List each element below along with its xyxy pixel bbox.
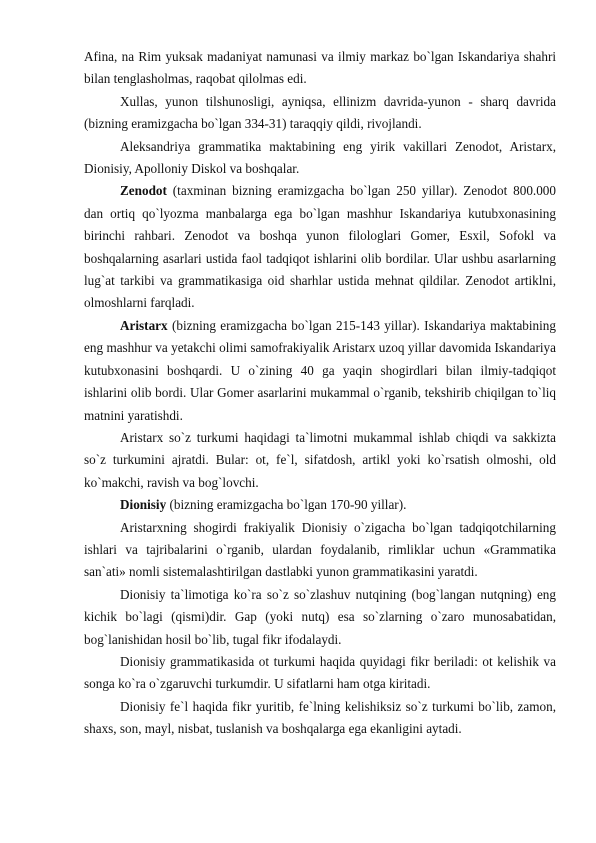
paragraph-dionisiy-text: (bizning eramizgacha bo`lgan 170-90 yillar). — [166, 497, 407, 513]
paragraph-10 — [84, 651, 556, 696]
paragraph-11 — [84, 696, 556, 741]
term-dionisiy: Dionisiy — [120, 497, 167, 513]
paragraph-aristarx-text: (bizning eramizgacha bo`lgan 215-143 yillar). Iskandariya maktabining eng mashhur va yetakchi olimi samofrakiyalik Aristarx uzoq yillar davomida Iskandariya kutubxonasini boshqardi. U o`zining 40 ga yaqin shogirdlari bilan ilmiy-tadqiqot ishlarini olib bordi. Ular Gomer asarlarini mukammal o`rganib, tekshirib chiqilgan to`liq matnini yaratishdi. — [84, 317, 556, 423]
paragraph-8 — [84, 517, 556, 584]
paragraph-6-text: Aristarx so`z turkumi haqidagi ta`limotni mukammal ishlab chiqdi va sakkizta so`z turkumini ajratdi. Bular: ot, fe`l, sifatdosh, artikl yoki ko`rsatish olmoshi, old ko`makchi, ravish va bog`lovchi. — [84, 429, 556, 490]
paragraph-3-text: Aleksandriya grammatika maktabining eng yirik vakillari Zenodot, Aristarx, Dionisiy, Apolloniy Diskol va boshqalar. — [84, 138, 556, 177]
term-aristarx: Aristarx — [120, 317, 168, 333]
document-page — [84, 46, 556, 741]
paragraph-zenodot — [84, 180, 556, 314]
paragraph-zenodot-text: (taxminan bizning eramizgacha bo`lgan 250 yillar). Zenodot 800.000 dan ortiq qo`lyozma manbalarga ega bo`lgan mashhur Iskandariya kutubxonasining birinchi rahbari. Zenodot va boshqa yunon filologlari Gomer, Esxil, Sofokl va boshqalarning asarlari ustida faol tadqiqot ishlarini olib bordilar. Ular ushbu asarlarning lug`at tarkibi va grammatikasiga oid sharhlar ustida mehnat qildilar. Zenodot artiklni, olmoshlarni farqladi. — [84, 183, 556, 311]
paragraph-aristarx — [84, 315, 556, 427]
paragraph-2-text: Xullas, yunon tilshunosligi, ayniqsa, ellinizm davrida-yunon - sharq davrida (bizning eramizgacha bo`lgan 334-31) taraqqiy qildi, rivojlandi. — [84, 93, 556, 132]
paragraph-2 — [84, 91, 556, 136]
paragraph-3 — [84, 136, 556, 181]
paragraph-9 — [84, 584, 556, 651]
paragraph-8-text: Aristarxning shogirdi frakiyalik Dionisiy o`zigacha bo`lgan tadqiqotchilarning ishlari va tajribalarini o`rganib, ulardan foydalanib, rimliklar uchun «Grammatika san`ati» nomli sistemalashtirilgan dastlabki yunon grammatikasini yaratdi. — [84, 519, 556, 580]
paragraph-10-text: Dionisiy grammatikasida ot turkumi haqida quyidagi fikr beriladi: ot kelishik va songa ko`ra o`zgaruvchi turkumdir. U sifatlarni ham otga kiritadi. — [84, 653, 556, 692]
paragraph-1 — [84, 46, 556, 91]
term-zenodot: Zenodot — [120, 183, 167, 199]
paragraph-6 — [84, 427, 556, 494]
paragraph-dionisiy — [84, 494, 556, 516]
paragraph-9-text: Dionisiy ta`limotiga ko`ra so`z so`zlashuv nutqining (bog`langan nutqning) eng kichik bo`lagi (qismi)dir. Gap (yoki nutq) esa so`zlarning o`zaro munosabatidan, bog`lanishidan hosil bo`lib, tugal fikr ifodalaydi. — [84, 586, 556, 647]
paragraph-1-text: Afina, na Rim yuksak madaniyat namunasi va ilmiy markaz bo`lgan Iskandariya shahri bilan tenglasholmas, raqobat qilolmas edi. — [84, 49, 556, 87]
paragraph-11-text: Dionisiy fe`l haqida fikr yuritib, fe`lning kelishiksiz so`z turkumi bo`lib, zamon, shaxs, son, mayl, nisbat, tuslanish va boshqalarga ega ekanligini aytadi. — [84, 698, 556, 737]
